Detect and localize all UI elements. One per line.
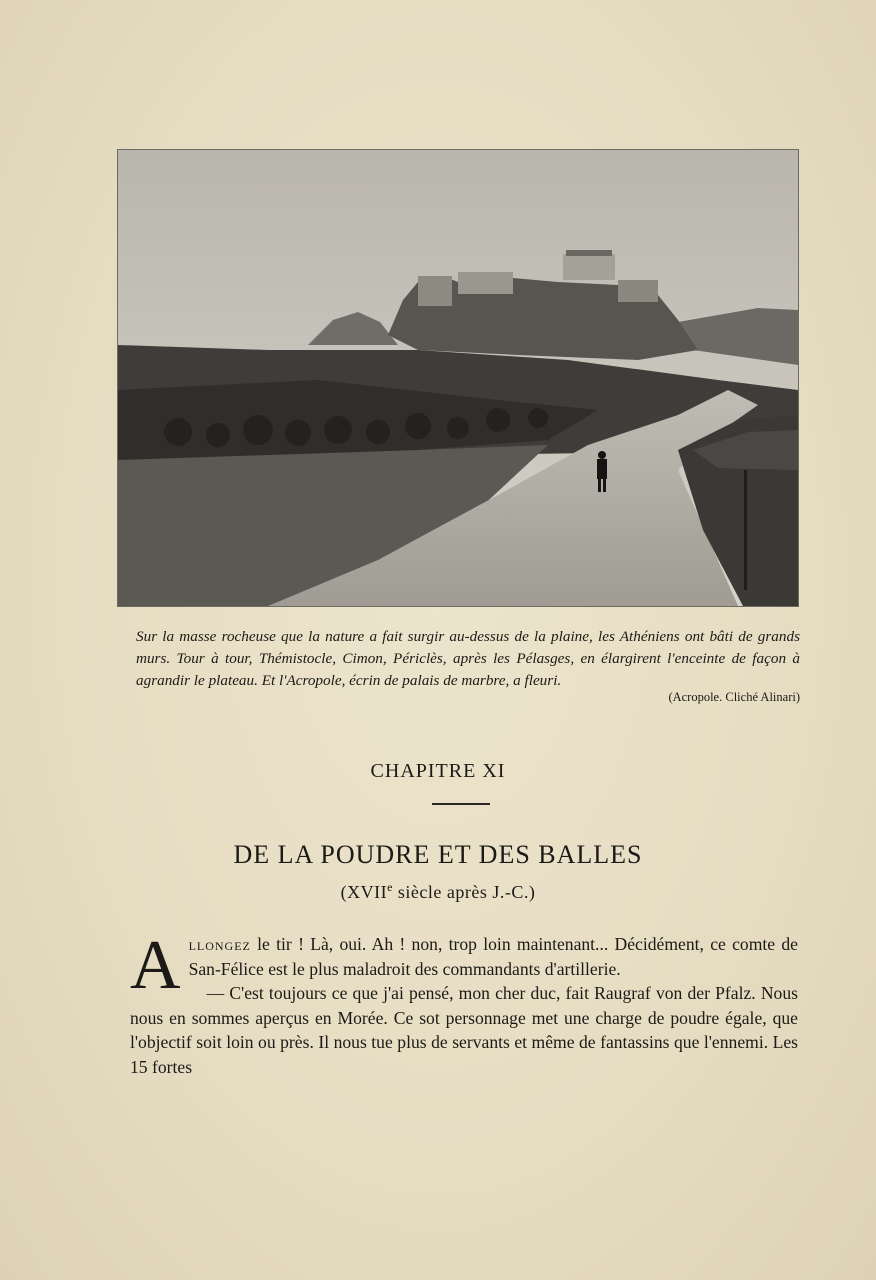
acropolis-photo — [118, 150, 798, 606]
paragraph-1 — [130, 927, 798, 1004]
photo-credit: (Acropole. Cliché Alinari) — [668, 690, 800, 704]
subtitle-superscript: e — [387, 880, 393, 894]
caption-text: Sur la masse rocheuse que la nature a fait surgir au-dessus de la plaine, les Athéniens ont bâti de grands murs. Tour à tour, Thémistocle, Cimon, Périclès, après les Pélasges, en élargirent l'enceinte de façon à agrandir le plateau. Et l'Acropole, écrin de palais de marbre, a fleuri. — [136, 628, 800, 689]
paragraph-2: — C'est toujours ce que j'ai pensé, mon cher duc, fait Raugraf von der Pfalz. Nous nous en sommes aperçus en Morée. Ce sot personnage met une charge de poudre égale, que l'objectif soit loin ou près. Il nous tue plus de servants et même de fantassins que l'ennemi. Les 15 fortes — [130, 983, 798, 1077]
subtitle-prefix: (XVII — [340, 882, 388, 902]
chapter-body — [130, 927, 798, 1079]
first-word-rest: llongez — [188, 934, 251, 954]
drop-cap: A — [130, 927, 181, 1004]
paragraph-1-text: le tir ! Là, oui. Ah ! non, trop loin maintenant... Décidément, ce comte de San-Félice est le plus maladroit des commandants d'artillerie. — [188, 934, 798, 979]
photo-caption — [136, 626, 800, 692]
chapter-label: CHAPITRE XI — [370, 760, 506, 782]
title-divider — [432, 803, 490, 805]
subtitle-suffix: siècle après J.-C.) — [392, 882, 536, 902]
acropolis-photograph-icon — [118, 150, 798, 606]
chapter-subtitle — [0, 880, 876, 903]
chapter-title: DE LA POUDRE ET DES BALLES — [233, 840, 643, 869]
